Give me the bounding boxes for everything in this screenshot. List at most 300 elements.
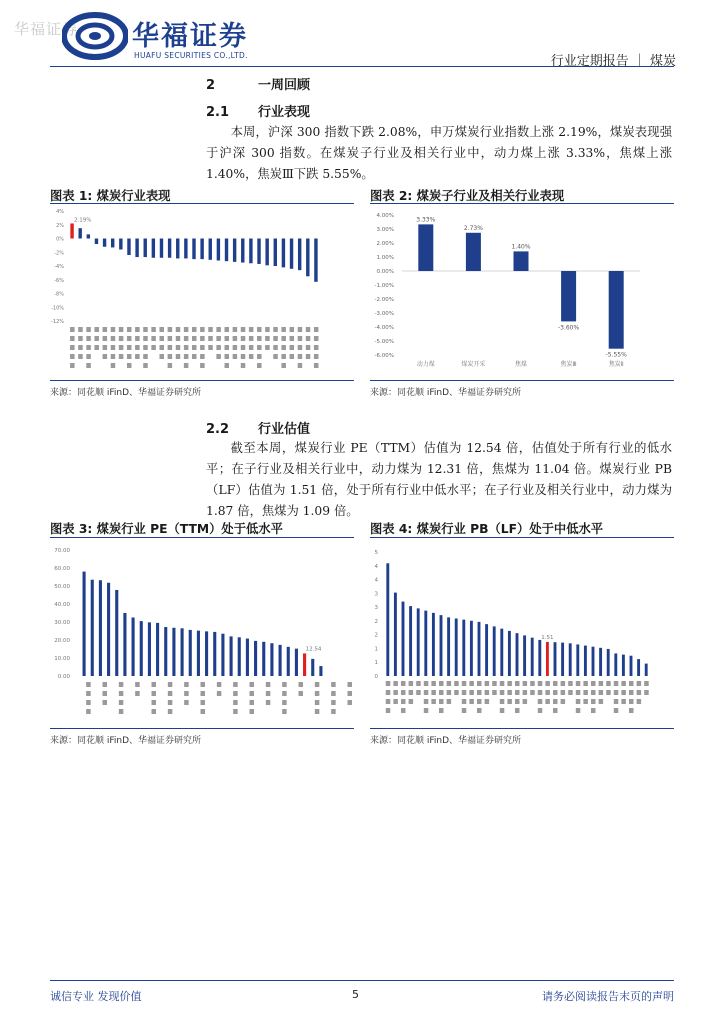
- category-label-glyph: [523, 690, 528, 695]
- category-label-glyph: [281, 354, 286, 359]
- bar: [485, 624, 488, 676]
- y-tick-label: -6%: [54, 277, 64, 284]
- category-label-glyph: [576, 681, 581, 686]
- category-label-glyph: [416, 690, 421, 695]
- bar: [140, 621, 143, 676]
- category-label-glyph: [103, 327, 108, 332]
- category-label-glyph: [500, 681, 505, 686]
- bar: [107, 583, 110, 676]
- category-label-glyph: [159, 336, 164, 341]
- category-label-glyph: [621, 690, 626, 695]
- category-label-glyph: [201, 709, 206, 714]
- category-label-glyph: [568, 681, 573, 686]
- category-label-glyph: [393, 699, 398, 704]
- bar: [200, 239, 203, 260]
- bar: [209, 239, 212, 260]
- y-tick-label: 0.00%: [376, 269, 394, 275]
- category-label-glyph: [192, 327, 197, 332]
- category-label-glyph: [168, 345, 173, 350]
- category-label-glyph: [241, 363, 246, 368]
- watermark-text: 华福证券: [14, 20, 79, 38]
- bar: [614, 653, 617, 676]
- category-label-glyph: [273, 345, 278, 350]
- bar: [607, 649, 610, 676]
- logo-en-text: HUAFU SECURITIES CO.,LTD.: [134, 51, 248, 60]
- bar: [298, 239, 301, 271]
- category-label-glyph: [119, 336, 124, 341]
- category-label-glyph: [492, 690, 497, 695]
- data-label: 2.19%: [74, 217, 92, 224]
- category-label-glyph: [576, 699, 581, 704]
- bar: [386, 563, 389, 676]
- category-label-glyph: [545, 699, 550, 704]
- category-label-glyph: [515, 699, 520, 704]
- bar: [254, 641, 257, 676]
- category-label-glyph: [265, 336, 270, 341]
- category-label-glyph: [184, 700, 189, 705]
- category-label-glyph: [135, 682, 140, 687]
- category-label-glyph: [561, 681, 566, 686]
- bar: [432, 613, 435, 676]
- category-label-glyph: [591, 699, 596, 704]
- category-label-glyph: [208, 336, 213, 341]
- category-label-glyph: [103, 354, 108, 359]
- y-tick-label: 4%: [56, 209, 64, 215]
- category-label-glyph: [216, 327, 221, 332]
- category-label-glyph: [431, 699, 436, 704]
- section-number: 2.1: [206, 105, 230, 120]
- category-label-glyph: [201, 691, 206, 696]
- section-title: 行业估值: [258, 422, 311, 437]
- category-label-glyph: [143, 363, 148, 368]
- category-label-glyph: [143, 354, 148, 359]
- page-number: 5: [352, 988, 359, 1001]
- bar: [265, 239, 268, 266]
- bar: [645, 664, 648, 676]
- category-label-glyph: [462, 699, 467, 704]
- y-tick-label: 2%: [56, 222, 64, 229]
- category-label-glyph: [281, 327, 286, 332]
- bar: [546, 642, 549, 676]
- category-label-glyph: [500, 690, 505, 695]
- category-label-glyph: [401, 690, 406, 695]
- bar: [466, 233, 481, 271]
- bar: [306, 239, 309, 277]
- category-label-glyph: [208, 345, 213, 350]
- category-label-glyph: [216, 345, 221, 350]
- category-label-glyph: [241, 354, 246, 359]
- category-label-glyph: [614, 690, 619, 695]
- category-label-glyph: [591, 708, 596, 713]
- section-number: 2.2: [206, 422, 230, 437]
- category-label-glyph: [393, 681, 398, 686]
- category-label-glyph: [257, 363, 262, 368]
- category-label-glyph: [151, 336, 156, 341]
- category-label-glyph: [538, 699, 543, 704]
- bar: [152, 239, 155, 258]
- category-label-glyph: [538, 708, 543, 713]
- category-label-glyph: [583, 681, 588, 686]
- y-tick-label: 40.00: [54, 602, 70, 608]
- y-tick-label: 70.00: [54, 548, 70, 554]
- bar: [70, 223, 73, 238]
- category-label-glyph: [152, 709, 157, 714]
- data-label: -3.60%: [557, 324, 580, 332]
- category-label-glyph: [424, 681, 429, 686]
- category-label-glyph: [78, 336, 83, 341]
- category-label-glyph: [507, 699, 512, 704]
- category-label-glyph: [208, 327, 213, 332]
- category-label-glyph: [249, 345, 254, 350]
- category-label-glyph: [568, 690, 573, 695]
- figure-2-top-rule: [370, 203, 674, 204]
- category-label-glyph: [70, 336, 75, 341]
- category-label-glyph: [192, 354, 197, 359]
- bar: [295, 649, 298, 676]
- bar: [584, 646, 587, 676]
- category-label-glyph: [176, 354, 181, 359]
- section-heading-2: [206, 74, 310, 93]
- category-label-glyph: [159, 354, 164, 359]
- bar: [599, 648, 602, 676]
- figure-4-source: 来源：同花顺 iFinD、华福证券研究所: [370, 736, 522, 746]
- bar: [418, 224, 433, 271]
- category-label-glyph: [200, 345, 205, 350]
- category-label-glyph: [591, 690, 596, 695]
- bar: [402, 602, 405, 676]
- category-label-glyph: [168, 363, 173, 368]
- category-label-glyph: [477, 699, 482, 704]
- category-label-glyph: [306, 345, 311, 350]
- category-label-glyph: [393, 690, 398, 695]
- bar: [221, 634, 224, 676]
- bar: [637, 659, 640, 676]
- category-label-glyph: [454, 681, 459, 686]
- category-label-glyph: [315, 700, 320, 705]
- category-label-glyph: [314, 363, 319, 368]
- category-label-glyph: [184, 354, 189, 359]
- category-label-glyph: [644, 690, 649, 695]
- y-tick-label: -12%: [51, 319, 64, 325]
- category-label-glyph: [119, 682, 124, 687]
- category-label-glyph: [241, 327, 246, 332]
- category-label-glyph: [127, 354, 132, 359]
- category-label-glyph: [86, 691, 91, 696]
- category-label-glyph: [266, 700, 271, 705]
- figure-3-title: 图表 3: 煤炭行业 PE（TTM）处于低水平: [50, 522, 283, 536]
- category-label-glyph: [94, 345, 99, 350]
- paragraph-performance: [206, 122, 672, 185]
- category-label-glyph: [545, 690, 550, 695]
- figure-1-bottom-rule: [50, 380, 354, 381]
- category-label-glyph: [200, 363, 205, 368]
- category-label-glyph: [135, 345, 140, 350]
- category-label-glyph: [233, 354, 238, 359]
- category-label-glyph: [477, 690, 482, 695]
- category-label-glyph: [233, 336, 238, 341]
- category-label-glyph: [515, 681, 520, 686]
- category-label-glyph: [184, 327, 189, 332]
- category-label-glyph: [135, 354, 140, 359]
- category-label-glyph: [103, 336, 108, 341]
- y-tick-label: 3: [374, 591, 378, 598]
- category-label-glyph: [314, 327, 319, 332]
- category-label-glyph: [233, 345, 238, 350]
- bar: [609, 271, 624, 349]
- category-label-glyph: [348, 700, 353, 705]
- category-label-glyph: [216, 354, 221, 359]
- category-label-glyph: [401, 681, 406, 686]
- category-label-glyph: [331, 691, 336, 696]
- bar: [83, 572, 86, 676]
- paragraph-text: 本周，沪深 300 指数下跌 2.08%，申万煤炭行业指数上涨 2.19%，煤炭表现强于沪深 300 指数。在煤炭子行业及相关行业中，动力煤上涨 3.33%，焦煤上涨 1.40%，焦炭Ⅲ下跌 5.55%。: [206, 125, 672, 181]
- category-label-glyph: [250, 691, 255, 696]
- bar: [127, 239, 130, 256]
- bar: [189, 630, 192, 676]
- category-label-glyph: [201, 700, 206, 705]
- category-label-glyph: [273, 354, 278, 359]
- bar: [132, 618, 135, 677]
- category-label-glyph: [477, 681, 482, 686]
- category-label-glyph: [249, 354, 254, 359]
- category-label-glyph: [462, 708, 467, 713]
- bar: [78, 228, 81, 238]
- category-label-glyph: [250, 700, 255, 705]
- category-label-glyph: [409, 681, 414, 686]
- category-label: 动力煤: [416, 361, 435, 368]
- category-label-glyph: [250, 709, 255, 714]
- category-label-glyph: [281, 336, 286, 341]
- bar: [205, 631, 208, 676]
- category-label-glyph: [298, 336, 303, 341]
- category-label-glyph: [331, 709, 336, 714]
- y-tick-label: 0%: [56, 236, 64, 243]
- category-label-glyph: [439, 699, 444, 704]
- y-tick-label: 3.00%: [376, 227, 394, 233]
- y-tick-label: 4.00%: [376, 213, 394, 219]
- category-label-glyph: [431, 681, 436, 686]
- category-label-glyph: [530, 681, 535, 686]
- bar: [225, 239, 228, 262]
- bar: [176, 239, 179, 259]
- category-label-glyph: [200, 354, 205, 359]
- bar: [290, 239, 293, 269]
- category-label-glyph: [241, 336, 246, 341]
- category-label-glyph: [233, 700, 238, 705]
- category-label-glyph: [266, 682, 271, 687]
- category-label-glyph: [249, 336, 254, 341]
- category-label-glyph: [200, 336, 205, 341]
- category-label-glyph: [485, 690, 490, 695]
- section-title: 行业表现: [258, 105, 311, 120]
- data-label: 3.33%: [416, 216, 436, 224]
- category-label-glyph: [86, 709, 91, 714]
- figure-1-top-rule: [50, 203, 354, 204]
- y-tick-label: 3: [374, 605, 378, 612]
- category-label-glyph: [621, 699, 626, 704]
- category-label-glyph: [273, 336, 278, 341]
- bar: [516, 633, 519, 676]
- y-tick-label: -3.00%: [374, 311, 394, 317]
- bar: [270, 643, 273, 676]
- y-tick-label: 2: [374, 632, 378, 639]
- company-logo-icon: [62, 12, 128, 64]
- category-label-glyph: [184, 691, 189, 696]
- category-label-glyph: [299, 682, 304, 687]
- logo-cn-text: 华福证券: [132, 21, 248, 52]
- category-label-glyph: [201, 682, 206, 687]
- category-label: 焦炭Ⅱ: [608, 361, 624, 368]
- bar: [630, 656, 633, 676]
- bar: [493, 626, 496, 676]
- y-tick-label: 0.00: [57, 674, 70, 680]
- category-label-glyph: [306, 336, 311, 341]
- category-label-glyph: [644, 681, 649, 686]
- paragraph-text: 截至本周，煤炭行业 PE（TTM）估值为 12.54 倍，估值处于所有行业的低水平；在子行业及相关行业中，动力煤为 12.31 倍，焦煤为 11.04 倍。煤炭行业 PB（LF）估值为 1.51 倍，处于所有行业中低水平；在子行业及相关行业中，动力煤为 1.87 倍，焦煤为 1.09 倍。: [206, 441, 672, 518]
- category-label-glyph: [168, 336, 173, 341]
- category-label-glyph: [78, 354, 83, 359]
- category-label-glyph: [629, 681, 634, 686]
- figure-3-chart: [50, 540, 354, 726]
- category-label-glyph: [515, 690, 520, 695]
- category-label-glyph: [553, 708, 558, 713]
- figure-1-svg: [50, 205, 354, 379]
- category-label-glyph: [111, 345, 116, 350]
- category-label-glyph: [462, 681, 467, 686]
- category-label-glyph: [152, 682, 157, 687]
- category-label-glyph: [523, 699, 528, 704]
- bar: [311, 659, 314, 676]
- category-label-glyph: [70, 345, 75, 350]
- category-label-glyph: [135, 327, 140, 332]
- category-label-glyph: [257, 327, 262, 332]
- category-label-glyph: [86, 345, 91, 350]
- bar: [523, 635, 526, 676]
- bar: [257, 239, 260, 264]
- category-label-glyph: [469, 699, 474, 704]
- bar: [440, 615, 443, 676]
- category-label-glyph: [576, 690, 581, 695]
- footer-disclaimer: 请务必阅读报告末页的声明: [542, 990, 674, 1003]
- category-label-glyph: [217, 691, 222, 696]
- category-label-glyph: [70, 363, 75, 368]
- category-label-glyph: [298, 327, 303, 332]
- category-label-glyph: [168, 354, 173, 359]
- category-label-glyph: [184, 363, 189, 368]
- y-tick-label: -2.00%: [374, 297, 394, 303]
- category-label: 焦煤: [514, 361, 528, 368]
- category-label-glyph: [119, 709, 124, 714]
- category-label-glyph: [583, 699, 588, 704]
- paragraph-valuation: [206, 438, 672, 522]
- category-label-glyph: [621, 681, 626, 686]
- category-label-glyph: [561, 699, 566, 704]
- category-label: 煤炭开采: [461, 361, 486, 368]
- category-label-glyph: [298, 345, 303, 350]
- bar: [91, 580, 94, 676]
- category-label-glyph: [217, 682, 222, 687]
- category-label-glyph: [257, 354, 262, 359]
- category-label-glyph: [606, 681, 611, 686]
- y-tick-label: 20.00: [54, 638, 70, 644]
- category-label-glyph: [127, 327, 132, 332]
- bar: [538, 640, 541, 676]
- figure-2-svg: [370, 205, 674, 379]
- category-label-glyph: [250, 682, 255, 687]
- category-label-glyph: [233, 709, 238, 714]
- category-label-glyph: [159, 327, 164, 332]
- category-label-glyph: [492, 681, 497, 686]
- bar: [87, 234, 90, 238]
- category-label-glyph: [119, 691, 124, 696]
- figure-3-svg: [50, 540, 354, 726]
- category-label-glyph: [225, 327, 230, 332]
- category-label-glyph: [401, 708, 406, 713]
- y-tick-label: 2.00%: [376, 241, 394, 247]
- bar: [470, 621, 473, 676]
- category-label-glyph: [424, 708, 429, 713]
- bar: [478, 622, 481, 676]
- category-label-glyph: [168, 327, 173, 332]
- section-title: 一周回顾: [258, 78, 311, 93]
- category-label-glyph: [70, 354, 75, 359]
- category-label-glyph: [151, 345, 156, 350]
- category-label-glyph: [176, 345, 181, 350]
- bar: [217, 239, 220, 261]
- bar: [561, 643, 564, 676]
- category-label-glyph: [282, 700, 287, 705]
- category-label-glyph: [507, 690, 512, 695]
- category-label-glyph: [143, 327, 148, 332]
- bar: [160, 239, 163, 258]
- bar: [303, 653, 306, 676]
- figure-1-title: 图表 1: 煤炭行业表现: [50, 189, 171, 203]
- bar: [262, 642, 265, 676]
- category-label-glyph: [298, 354, 303, 359]
- bar: [417, 608, 420, 676]
- category-label-glyph: [439, 708, 444, 713]
- category-label-glyph: [454, 690, 459, 695]
- category-label-glyph: [290, 336, 295, 341]
- category-label-glyph: [629, 699, 634, 704]
- category-label-glyph: [553, 699, 558, 704]
- bar: [99, 580, 102, 676]
- bar: [569, 643, 572, 676]
- figure-2-title: 图表 2: 煤炭子行业及相关行业表现: [370, 189, 565, 203]
- category-label-glyph: [424, 690, 429, 695]
- category-label-glyph: [143, 345, 148, 350]
- category-label-glyph: [637, 699, 642, 704]
- category-label-glyph: [200, 327, 205, 332]
- category-label-glyph: [86, 363, 91, 368]
- bar: [319, 666, 322, 676]
- category-label-glyph: [103, 682, 108, 687]
- category-label-glyph: [192, 345, 197, 350]
- category-label-glyph: [599, 690, 604, 695]
- category-label-glyph: [111, 327, 116, 332]
- bar: [314, 239, 317, 282]
- category-label-glyph: [315, 682, 320, 687]
- category-label-glyph: [168, 700, 173, 705]
- figure-3-top-rule: [50, 537, 354, 538]
- bar: [592, 647, 595, 676]
- bar: [233, 239, 236, 262]
- category-label-glyph: [192, 336, 197, 341]
- category-label-glyph: [103, 345, 108, 350]
- category-label-glyph: [184, 345, 189, 350]
- bar: [561, 271, 576, 321]
- bar: [500, 629, 503, 676]
